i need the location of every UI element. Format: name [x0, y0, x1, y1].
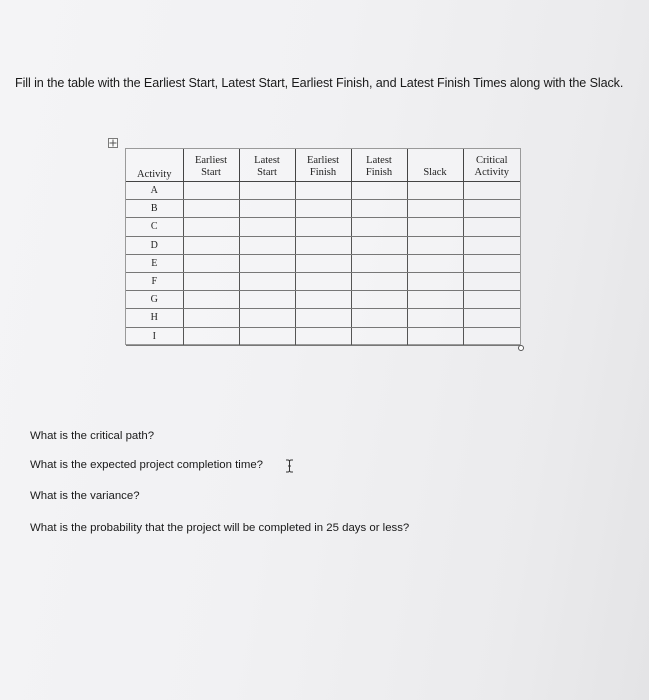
earliest-finish-cell[interactable] — [295, 200, 351, 218]
activity-cell: G — [126, 291, 183, 309]
critical-activity-cell[interactable] — [463, 272, 520, 290]
header-latest-start: Latest Start — [239, 149, 295, 182]
latest-finish-cell[interactable] — [351, 272, 407, 290]
earliest-start-cell[interactable] — [183, 272, 239, 290]
header-row — [126, 149, 520, 182]
latest-finish-cell[interactable] — [351, 218, 407, 236]
latest-start-cell[interactable] — [239, 236, 295, 254]
table-row — [126, 309, 520, 327]
critical-activity-cell[interactable] — [463, 182, 520, 200]
slack-cell[interactable] — [407, 200, 463, 218]
latest-finish-cell[interactable] — [351, 254, 407, 272]
table-row — [126, 254, 520, 272]
latest-start-cell[interactable] — [239, 327, 295, 345]
header-earliest-finish: Earliest Finish — [295, 149, 351, 182]
slack-cell[interactable] — [407, 272, 463, 290]
activity-cell: F — [126, 272, 183, 290]
earliest-start-cell[interactable] — [183, 309, 239, 327]
latest-finish-cell[interactable] — [351, 182, 407, 200]
critical-activity-cell[interactable] — [463, 254, 520, 272]
latest-start-cell[interactable] — [239, 182, 295, 200]
earliest-start-cell[interactable] — [183, 291, 239, 309]
table-row — [126, 200, 520, 218]
earliest-finish-cell[interactable] — [295, 309, 351, 327]
header-critical-activity: Critical Activity — [463, 149, 520, 182]
activity-cell: H — [126, 309, 183, 327]
question-critical-path: What is the critical path? — [30, 430, 155, 442]
latest-start-cell[interactable] — [239, 200, 295, 218]
latest-start-cell[interactable] — [239, 272, 295, 290]
ibeam-cursor-icon — [285, 459, 294, 473]
header-latest-finish: Latest Finish — [351, 149, 407, 182]
earliest-finish-cell[interactable] — [295, 236, 351, 254]
table-row — [126, 236, 520, 254]
latest-finish-cell[interactable] — [351, 200, 407, 218]
header-activity: Activity — [126, 149, 183, 182]
activity-cell: A — [126, 182, 183, 200]
critical-activity-cell[interactable] — [463, 309, 520, 327]
latest-finish-cell[interactable] — [351, 327, 407, 345]
activity-cell: C — [126, 218, 183, 236]
table-resize-handle[interactable] — [518, 345, 524, 351]
table-move-handle-icon[interactable] — [108, 138, 118, 148]
earliest-finish-cell[interactable] — [295, 272, 351, 290]
slack-cell[interactable] — [407, 327, 463, 345]
earliest-start-cell[interactable] — [183, 182, 239, 200]
question-probability: What is the probability that the project will be completed in 25 days or less? — [30, 522, 410, 534]
latest-finish-cell[interactable] — [351, 236, 407, 254]
slack-cell[interactable] — [407, 291, 463, 309]
slack-cell[interactable] — [407, 254, 463, 272]
activity-cell: B — [126, 200, 183, 218]
latest-start-cell[interactable] — [239, 309, 295, 327]
activity-cell: D — [126, 236, 183, 254]
critical-activity-cell[interactable] — [463, 327, 520, 345]
table-row — [126, 272, 520, 290]
earliest-finish-cell[interactable] — [295, 254, 351, 272]
earliest-finish-cell[interactable] — [295, 218, 351, 236]
slack-cell[interactable] — [407, 218, 463, 236]
earliest-start-cell[interactable] — [183, 254, 239, 272]
earliest-start-cell[interactable] — [183, 218, 239, 236]
critical-activity-cell[interactable] — [463, 291, 520, 309]
critical-activity-cell[interactable] — [463, 200, 520, 218]
latest-finish-cell[interactable] — [351, 291, 407, 309]
latest-start-cell[interactable] — [239, 254, 295, 272]
table-row — [126, 327, 520, 345]
activity-cell: I — [126, 327, 183, 345]
critical-activity-cell[interactable] — [463, 236, 520, 254]
slack-cell[interactable] — [407, 182, 463, 200]
earliest-finish-cell[interactable] — [295, 291, 351, 309]
table-body — [126, 182, 520, 346]
table-row — [126, 218, 520, 236]
table-row — [126, 182, 520, 200]
latest-start-cell[interactable] — [239, 291, 295, 309]
question-completion-time: What is the expected project completion time? — [30, 459, 263, 471]
latest-start-cell[interactable] — [239, 218, 295, 236]
table-row — [126, 291, 520, 309]
question-variance: What is the variance? — [30, 490, 140, 502]
header-slack: Slack — [407, 149, 463, 182]
instruction-text: Fill in the table with the Earliest Start, Latest Start, Earliest Finish, and Latest Finish Times along with the Slack. — [15, 76, 624, 90]
earliest-start-cell[interactable] — [183, 327, 239, 345]
slack-cell[interactable] — [407, 236, 463, 254]
activity-cell: E — [126, 254, 183, 272]
latest-finish-cell[interactable] — [351, 309, 407, 327]
earliest-start-cell[interactable] — [183, 236, 239, 254]
earliest-finish-cell[interactable] — [295, 327, 351, 345]
critical-activity-cell[interactable] — [463, 218, 520, 236]
earliest-finish-cell[interactable] — [295, 182, 351, 200]
slack-cell[interactable] — [407, 309, 463, 327]
earliest-start-cell[interactable] — [183, 200, 239, 218]
header-earliest-start: Earliest Start — [183, 149, 239, 182]
schedule-table — [125, 148, 521, 345]
